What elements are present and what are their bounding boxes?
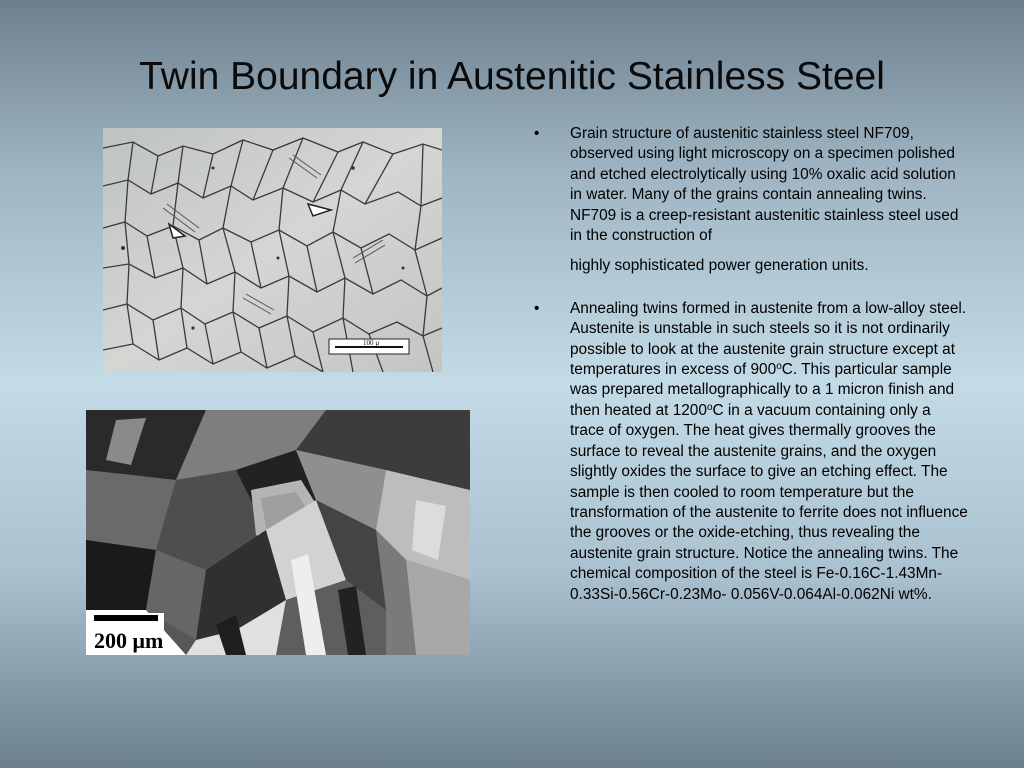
bullet-1-text: Grain structure of austenitic stainless steel NF709, observed using light microscopy on a specimen polished and etched electrolytically using 10% oxalic acid solution in water. Many of the grains contain annealing twins. NF709 is a creep-resistant austenitic stainless steel used in the construction of — [570, 125, 959, 245]
bullet-2-text-part2: C. This particular sample was prepared metallographically to a 1 micron finish and then heated at 1200 — [570, 361, 955, 419]
bullet-marker: • — [534, 299, 540, 317]
bullet-2-text-part1: Annealing twins formed in austenite from a low-alloy steel. Austenite is unstable in such steels so it is not ordinarily possible to look at the austenite grain structure except at temperatures in excess of 900 — [570, 299, 967, 379]
bullet-marker: • — [534, 125, 540, 142]
top-scale-label: 100 µ — [363, 339, 380, 347]
micrograph-light-microscopy — [103, 128, 442, 372]
slide-title: Twin Boundary in Austenitic Stainless Steel — [139, 55, 885, 98]
bullet-item-2 — [528, 299, 968, 605]
micrograph-annealing-twins — [86, 410, 470, 655]
bullet-item-1 — [528, 124, 968, 277]
bullet-2-text-part3: C in a vacuum containing only a trace of oxygen. The heat gives thermally grooves the surface to reveal the austenite grains, and the oxygen slightly oxides the surface to give an etching effect. The sample is then cooled to room temperature but the transformation of the austenite to ferrite does not influence the grooves or the oxide-etching, thus revealing the austenite grain structure. Notice the annealing twins. The chemical composition of the steel is Fe-0.16C-1.43Mn-0.33Si-0.56Cr-0.23Mo- 0.056V-0.064Al-0.062Ni wt%. — [570, 401, 968, 603]
degree-superscript: o — [706, 401, 713, 413]
degree-superscript: o — [776, 361, 782, 373]
bullet-1-tail: highly sophisticated power generation units. — [570, 257, 869, 275]
bottom-scale-label: 200 μm — [94, 628, 164, 653]
bullet-list — [528, 124, 968, 605]
